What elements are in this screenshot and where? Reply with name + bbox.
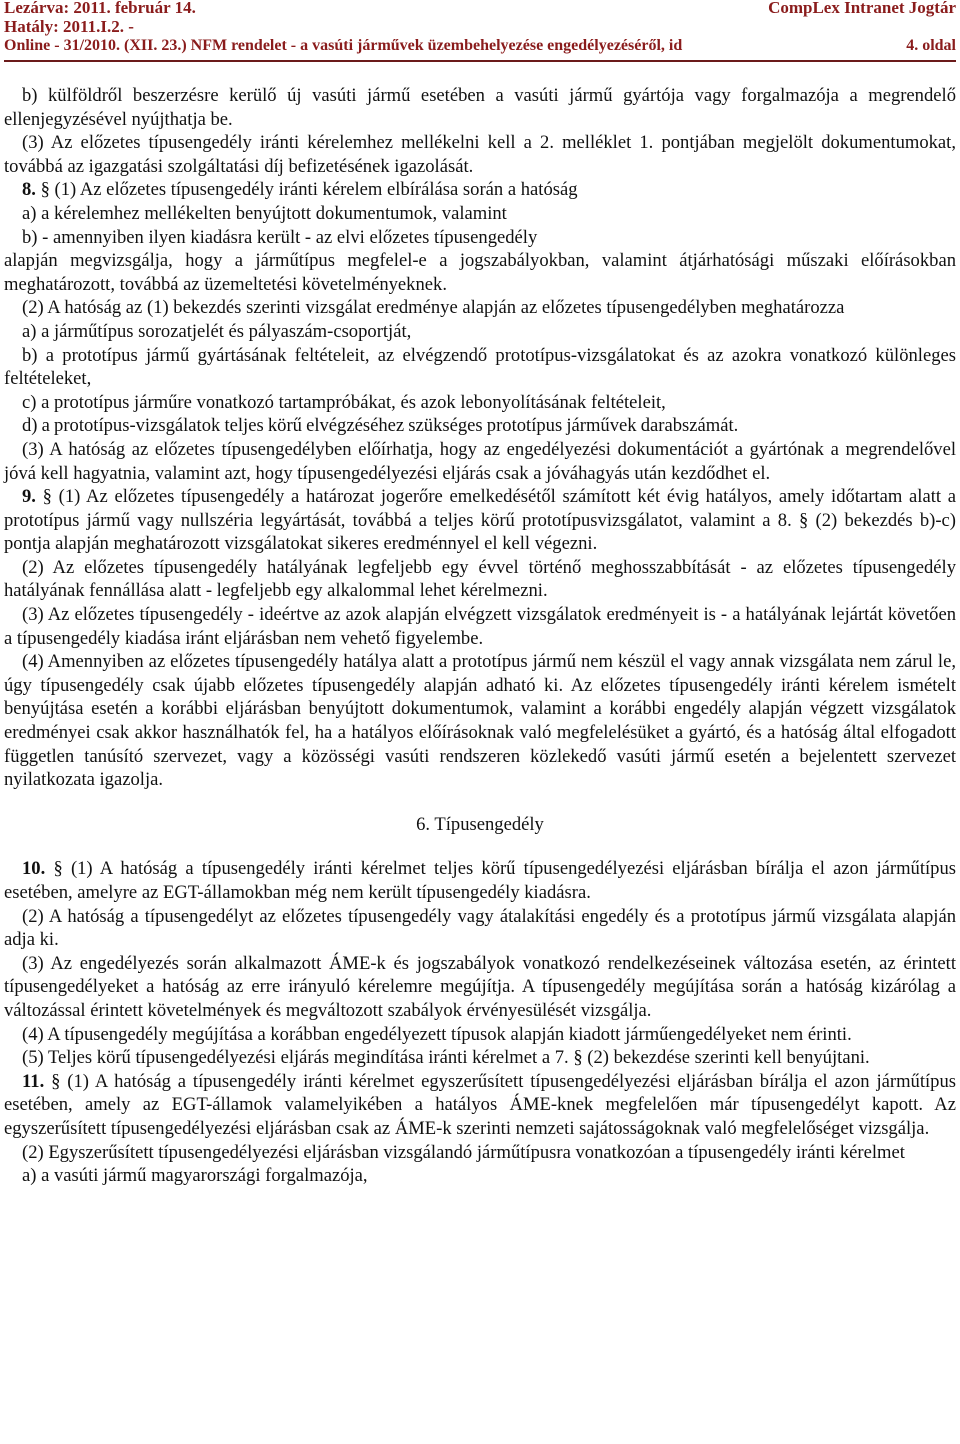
- document-body: [4, 84, 956, 1188]
- list-item: a) a kérelemhez mellékelten benyújtott dokumentumok, valamint: [22, 202, 507, 224]
- list-item: a) a járműtípus sorozatjelét és pályaszám-csoportját,: [22, 320, 412, 342]
- section-title: 6. Típusengedély: [416, 813, 544, 835]
- paragraph: (2) A hatóság az (1) bekezdés szerinti vizsgálat eredménye alapján az előzetes típusengedélyben meghatározza: [22, 297, 845, 319]
- paragraph: (3) Az előzetes típusengedély iránti kérelemhez mellékelni kell a 2. melléklet 1. pontjában megjelölt dokumentumokat, továbbá az igazgatási szolgáltatási díj befizetésének igazolását.: [4, 132, 956, 177]
- section-10-intro: [4, 857, 956, 904]
- list-item: d) a prototípus-vizsgálatok teljes körű elvégzéséhez szükséges prototípus járművek darabszámát.: [22, 415, 739, 437]
- paragraph-text: § (1) Az előzetes típusengedély iránti kérelem elbírálása során a hatóság: [40, 179, 578, 201]
- paragraph: (5) Teljes körű típusengedélyezési eljárás megindítása iránti kérelmet a 7. § (2) bekezdése szerinti kell benyújtani.: [22, 1047, 870, 1069]
- paragraph-text: § (1) Az előzetes típusengedély a határozat jogerőre emelkedésétől számított két évig hatályos, amely időtartam alatt a prototípus jármű vagy nullszéria legyártását, továbbá a teljes körű prototípusvizsgálatot, valamint a 8. § (2) bekezdés b)-c) pontja alapján meghatározott vizsgálatokat sikeres eredménnyel el kell végezni.: [4, 486, 956, 555]
- list-item: b) a prototípus jármű gyártásának feltételeit, az elvégzendő prototípus-vizsgálatokat és az azokra vonatkozó különleges feltételeket,: [4, 344, 956, 390]
- paragraph: (2) Egyszerűsített típusengedélyezési eljárásban vizsgálandó járműtípusra vonatkozóan a típusengedély iránti kérelmet: [22, 1141, 905, 1163]
- header-validity: Hatály: 2011.I.2. -: [4, 17, 134, 36]
- paragraph: alapján megvizsgálja, hogy a járműtípus megfelel-e a jogszabályokban, valamint átjárhatósági műszaki előírásokban meghatározott, továbbá az üzemeltetési követelményeknek.: [4, 250, 956, 295]
- paragraph-text: § (1) A hatóság a típusengedély iránti kérelmet teljes körű típusengedélyezési eljárásban bírálja el azon járműtípus esetében, amelyre az EGT-államokban még nem került típusengedély kiadásra.: [4, 858, 956, 903]
- list-item: c) a prototípus járműre vonatkozó tartampróbákat, és azok lebonyolításának feltételeit,: [22, 391, 666, 413]
- page-header: [4, 0, 956, 62]
- paragraph: (2) Az előzetes típusengedély hatályának legfeljebb egy évvel történő meghosszabbítását - az előzetes típusengedély hatályának fennállása alatt - legfeljebb egy alkalommal lehet kérelmezni.: [4, 556, 956, 602]
- paragraph: (3) Az engedélyezés során alkalmazott ÁME-k és jogszabályok vonatkozó rendelkezéseinek változása esetén, az érintett típusengedélyeket a hatóság az erre irányuló kérelemre megújítja. A típusengedély megújítása során a hatóság kizárólag a változással érintett követelmények és megváltozott szabályok érvényesülését vizsgálja.: [4, 952, 956, 1021]
- header-page-number: 4. oldal: [906, 37, 956, 54]
- section-number: 10.: [22, 858, 46, 880]
- paragraph: (3) Az előzetes típusengedély - ideértve az azok alapján elvégzett vizsgálatok eredményeit is - a hatályának lejártát követően a típusengedély kiadása iránt eljárásban nem vehető figyelembe.: [4, 604, 956, 649]
- section-number: 8.: [22, 179, 36, 201]
- paragraph: (3) A hatóság az előzetes típusengedélyben előírhatja, hogy az engedélyezési dokumentációt a gyártónak a megrendelővel jóvá kell hagyatnia, valamint azt, hogy típusengedélyezési eljárás csak a jóváhagyás után kezdődhet el.: [4, 438, 956, 484]
- paragraph: b) külföldről beszerzésre kerülő új vasúti jármű esetében a vasúti jármű gyártója vagy forgalmazója a megrendelő ellenjegyzésével nyújthatja be.: [4, 85, 956, 130]
- paragraph: (2) A hatóság a típusengedélyt az előzetes típusengedély vagy átalakítási engedély és a prototípus jármű vizsgálata alapján adja ki.: [4, 905, 956, 951]
- header-publisher: CompLex Intranet Jogtár: [768, 0, 956, 17]
- paragraph: (4) A típusengedély megújítása a korábban engedélyezett típusok alapján kiadott járműengedélyeket nem érinti.: [22, 1023, 852, 1045]
- header-document-title: Online - 31/2010. (XII. 23.) NFM rendelet - a vasúti járművek üzembehelyezése engedélyezéséről, id: [4, 37, 683, 54]
- header-closed-date: Lezárva: 2011. február 14.: [4, 0, 196, 17]
- section-8-intro: [4, 178, 956, 202]
- paragraph: (4) Amennyiben az előzetes típusengedély hatálya alatt a prototípus jármű nem készül el vagy annak vizsgálata nem zárul le, úgy típusengedély csak újabb előzetes típusengedély alapján adható ki. Az előzetes típusengedély iránti kérelem ismételt benyújtása esetén a korábbi eljárásban benyújtott dokumentumok, valamint a korábbi engedély alapján végzett vizsgálatok eredményei csak akkor használhatók fel, ha a hatályos előírásoknak való megfelelésüket a gyártó, és a hatóság által elfogadott független tanúsító szervezet, vagy a közösségi vasúti rendszeren közlekedő vasúti jármű esetén a bejelentett szervezet nyilatkozata igazolja.: [4, 651, 956, 791]
- section-number: 11.: [22, 1070, 45, 1092]
- list-item: a) a vasúti jármű magyarországi forgalmazója,: [22, 1165, 368, 1187]
- section-11-intro: [4, 1070, 956, 1141]
- section-number: 9.: [22, 486, 36, 508]
- list-item: b) - amennyiben ilyen kiadásra került - az elvi előzetes típusengedély: [22, 226, 538, 248]
- paragraph-text: § (1) A hatóság a típusengedély iránti kérelmet egyszerűsített típusengedélyezési eljárásban bírálja el azon járműtípus esetében, amely az EGT-államok valamelyikében a hatályos ÁME-knek megfelelően már típusengedélyt kapott. Az egyszerűsített típusengedélyezési eljárásban csak az ÁME-k szerinti nemzeti sajátosságoknak való megfelelőséget vizsgálja.: [4, 1070, 956, 1139]
- section-9-intro: [4, 485, 956, 556]
